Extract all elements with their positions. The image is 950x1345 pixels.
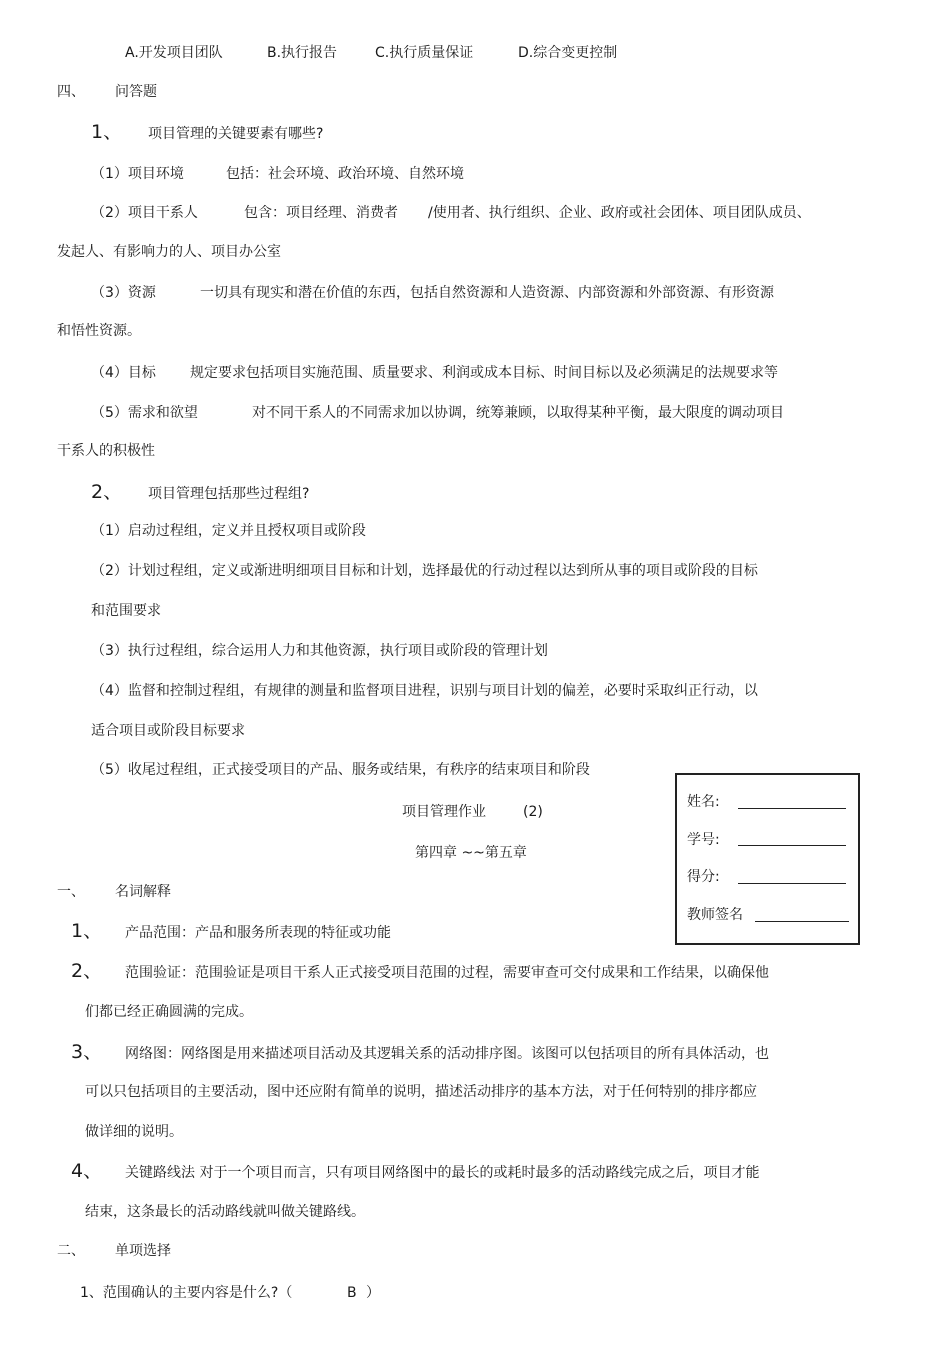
item-label: （2）项目干系人 [91, 205, 198, 221]
assignment-number: (2) [523, 804, 543, 820]
process-group-line: （1）启动过程组，定义并且授权项目或阶段 [91, 523, 366, 539]
section-title: 单项选择 [115, 1243, 171, 1259]
term-continuation: 可以只包括项目的主要活动，图中还应附有简单的说明，描述活动排序的基本方法，对于任何特别的排序都应 [85, 1084, 757, 1100]
section-number: 四、 [57, 84, 85, 100]
term-number: 1、 [71, 920, 103, 942]
name-label: 姓名: [687, 794, 720, 810]
item-continuation: 发起人、有影响力的人、项目办公室 [57, 244, 281, 260]
teacher-signature-blank[interactable] [755, 921, 849, 922]
student-id-blank[interactable] [738, 845, 846, 846]
item-continuation: 干系人的积极性 [57, 443, 155, 459]
question-number: 2、 [91, 481, 123, 503]
score-label: 得分: [687, 869, 720, 885]
option-a: A.开发项目团队 [125, 45, 223, 61]
section-number: 一、 [57, 884, 85, 900]
question-text: 项目管理包括那些过程组? [148, 486, 310, 502]
item-text: 对不同干系人的不同需求加以协调，统筹兼顾，以取得某种平衡，最大限度的调动项目 [252, 405, 784, 421]
term-text: 关键路线法 对于一个项目而言，只有项目网络图中的最长的或耗时最多的活动路线完成之后，项目才能 [125, 1165, 760, 1181]
term-number: 4、 [71, 1160, 103, 1182]
term-continuation: 做详细的说明。 [85, 1124, 183, 1140]
item-label: （4）目标 [91, 365, 156, 381]
process-group-line: （5）收尾过程组，正式接受项目的产品、服务或结果，有秩序的结束项目和阶段 [91, 762, 590, 778]
item-continuation: 和悟性资源。 [57, 323, 141, 339]
teacher-signature-label: 教师签名 [687, 907, 743, 923]
process-group-line: 适合项目或阶段目标要求 [91, 723, 245, 739]
term-text: 产品范围：产品和服务所表现的特征或功能 [125, 925, 391, 941]
item-text: /使用者、执行组织、企业、政府或社会团体、项目团队成员、 [428, 205, 811, 221]
term-text: 网络图：网络图是用来描述项目活动及其逻辑关系的活动排序图。该图可以包括项目的所有具体活动，也 [125, 1046, 769, 1062]
student-info-box [675, 773, 860, 945]
option-b: B.执行报告 [267, 45, 338, 61]
assignment-title: 项目管理作业 [402, 804, 486, 820]
chapter-range: 第四章 ~~第五章 [415, 845, 527, 861]
item-label: （3）资源 [91, 285, 156, 301]
item-text: 包括：社会环境、政治环境、自然环境 [226, 166, 464, 182]
term-number: 3、 [71, 1041, 103, 1063]
item-label: （5）需求和欲望 [91, 405, 198, 421]
section-title: 问答题 [115, 84, 157, 100]
name-blank[interactable] [738, 808, 846, 809]
section-number: 二、 [57, 1243, 85, 1259]
process-group-line: （4）监督和控制过程组，有规律的测量和监督项目进程，识别与项目计划的偏差，必要时采取纠正行动，以 [91, 683, 758, 699]
term-number: 2、 [71, 960, 103, 982]
student-id-label: 学号: [687, 832, 720, 848]
item-label: （1）项目环境 [91, 166, 184, 182]
term-text: 范围验证：范围验证是项目干系人正式接受项目范围的过程，需要审查可交付成果和工作结果，以确保他 [125, 965, 769, 981]
mc-close-paren: ） [366, 1285, 380, 1301]
option-d: D.综合变更控制 [518, 45, 618, 61]
question-text: 项目管理的关键要素有哪些? [148, 126, 324, 142]
item-text: 包含：项目经理、消费者 [244, 205, 398, 221]
term-continuation: 结束，这条最长的活动路线就叫做关键路线。 [85, 1204, 365, 1220]
process-group-line: （2）计划过程组，定义或渐进明细项目目标和计划，选择最优的行动过程以达到所从事的项目或阶段的目标 [91, 563, 758, 579]
term-continuation: 们都已经正确圆满的完成。 [85, 1004, 253, 1020]
process-group-line: 和范围要求 [91, 603, 161, 619]
question-number: 1、 [91, 121, 123, 143]
process-group-line: （3）执行过程组，综合运用人力和其他资源，执行项目或阶段的管理计划 [91, 643, 548, 659]
mc-answer: B [347, 1285, 357, 1301]
item-text: 一切具有现实和潜在价值的东西，包括自然资源和人造资源、内部资源和外部资源、有形资源 [200, 285, 774, 301]
score-blank[interactable] [738, 883, 846, 884]
section-title: 名词解释 [115, 884, 171, 900]
item-text: 规定要求包括项目实施范围、质量要求、利润或成本目标、时间目标以及必须满足的法规要求等 [190, 365, 778, 381]
mc-question: 1、范围确认的主要内容是什么?（ [80, 1285, 293, 1301]
option-c: C.执行质量保证 [375, 45, 474, 61]
